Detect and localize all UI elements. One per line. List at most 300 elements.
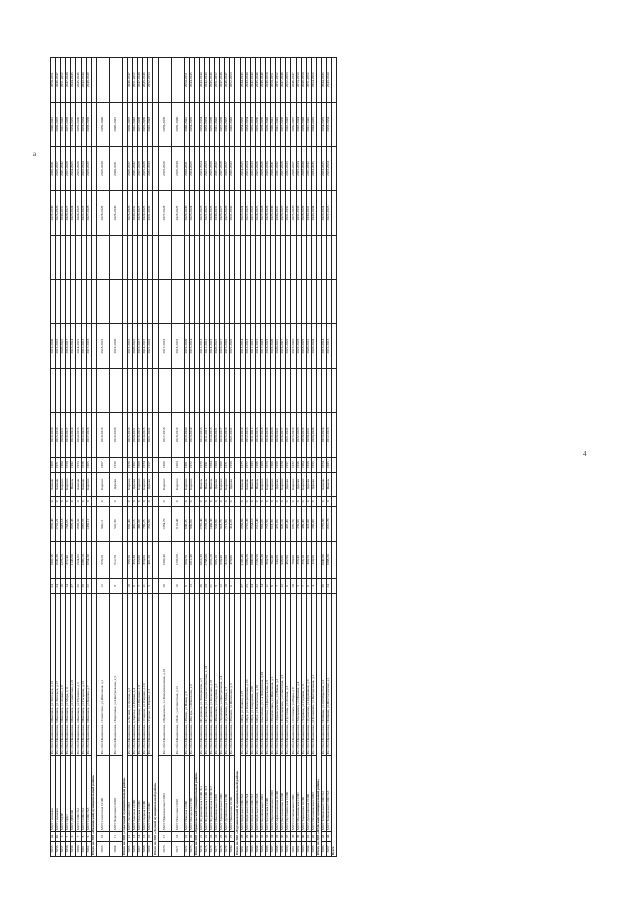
table-cell: 407,40 xyxy=(286,507,291,542)
table-cell: 2022-2023 xyxy=(327,191,332,235)
table-cell: 2013-2014 xyxy=(71,324,76,368)
table-cell: 0 xyxy=(327,496,332,507)
table-cell: 0 xyxy=(245,496,250,507)
table-body xyxy=(51,58,337,857)
table-cell: Рос.Обл.Ивановская, с.Советское, ул.Школьная, д.1 xyxy=(96,593,109,755)
table-cell: МОУ Шуйская СОШ №2 xyxy=(240,756,245,832)
table-cell xyxy=(332,472,337,496)
table-cell: 2031-2032 xyxy=(306,146,311,190)
table-cell: 1256,90 xyxy=(171,541,184,578)
table-cell: 2021-2022 xyxy=(286,413,291,457)
table-cell: 0 xyxy=(138,496,143,507)
table-cell: Рос.Обл.Ивановская, г.Фурманов, ул.Колосова, д.22 xyxy=(209,593,214,755)
table-cell: 13 xyxy=(133,832,138,842)
table-cell: 1982 xyxy=(71,457,76,472)
table-cell: Рос.Обл.Ивановская, г.Шуя, ул.Ленина, д.27 xyxy=(240,593,245,755)
table-cell: 5073 xyxy=(189,841,194,856)
table-cell: 0 xyxy=(322,496,327,507)
table-cell: Дерево xyxy=(276,472,281,496)
table-cell: 612,70 xyxy=(109,541,122,578)
table-cell: 930,40 xyxy=(220,541,225,578)
table-cell: 2034-2035 xyxy=(322,102,327,146)
table-cell: 1968 xyxy=(260,457,265,472)
table-cell: Кирпич xyxy=(96,472,109,496)
table-cell: 29 xyxy=(245,832,250,842)
table-cell: 2019-2020 xyxy=(109,324,122,368)
table-cell: 2024-2025 xyxy=(71,146,76,190)
table-cell: 0 xyxy=(204,496,209,507)
table-row xyxy=(171,58,184,857)
table-cell: 1512,40 xyxy=(255,507,260,542)
table-cell: МОУ Шуйская СОШ №4 xyxy=(245,756,250,832)
table-cell: 2021-2022 xyxy=(148,324,153,368)
table-cell: Рос.Обл.Ивановская, с.Новое, ул.Новая, д.6 xyxy=(184,593,189,755)
table-cell: 475,60 xyxy=(276,507,281,542)
table-cell: 2020-2021 xyxy=(61,413,66,457)
table-cell: 1968 xyxy=(138,457,143,472)
table-cell: 7 xyxy=(76,832,81,842)
table-cell: 1964 xyxy=(301,457,306,472)
table-cell: 352,80 xyxy=(148,507,153,542)
table-cell: 2020-2021 xyxy=(215,413,220,457)
table-cell: 2051-2052 xyxy=(306,58,311,103)
table-cell: 0 xyxy=(220,496,225,507)
table-cell: 5070 xyxy=(158,841,171,856)
table-cell: 5072 xyxy=(184,841,189,856)
table-cell: Каменн xyxy=(76,472,81,496)
table-cell: Рос.Обл.Ивановская, г.Ивановск, ул.Ленина, д.9 xyxy=(61,593,66,755)
table-cell: 5069 xyxy=(148,841,153,856)
table-cell: 2046-2047 xyxy=(225,58,230,103)
table-cell: 2023-2024 xyxy=(311,324,316,368)
table-cell: 2014-2015 xyxy=(255,413,260,457)
table-cell: 2035-2036 xyxy=(255,102,260,146)
table-cell: 0 xyxy=(266,496,271,507)
table-cell: Рос.Обл.Ивановская, с.Озерное, ул.Озерная, д.10 xyxy=(143,593,148,755)
total-row xyxy=(332,58,337,857)
table-cell: МОУ гимназия xyxy=(56,756,61,832)
table-cell: 2021-2022 xyxy=(230,324,235,368)
table-cell: 2032-2033 xyxy=(148,146,153,190)
table-cell: 1850,60 xyxy=(240,507,245,542)
table-cell: 0 xyxy=(215,496,220,507)
table-cell: 1961 xyxy=(184,457,189,472)
table-cell: 2037-2038 xyxy=(220,102,225,146)
table-cell: 2015-2016 xyxy=(56,413,61,457)
table-cell: 2030-2031 xyxy=(184,146,189,190)
table-cell: 2044-2045 xyxy=(71,58,76,103)
table-cell: Кирпич xyxy=(189,472,194,496)
table-cell: МОУ Тейковская СОШ №3 xyxy=(327,756,332,832)
table-cell: Кирпич xyxy=(61,472,66,496)
table-cell: 19 xyxy=(61,578,66,593)
table-cell: 2045-2046 xyxy=(209,58,214,103)
table-cell: 2048-2049 xyxy=(86,58,91,103)
table-cell xyxy=(332,368,337,412)
table-cell: 5 xyxy=(148,578,153,593)
table-cell: Рос.Обл.Ивановская, г.Ивановск, ул.Советская, д.21 xyxy=(71,593,76,755)
table-cell: 9 xyxy=(184,578,189,593)
table-cell: МОУ Шуйская СОШ №7 xyxy=(250,756,255,832)
table-cell: 0 xyxy=(209,496,214,507)
table-cell: МОУ Афанасьевская ООШ xyxy=(276,756,281,832)
table-cell: МОУ Милюковская ООШ xyxy=(296,756,301,832)
table-cell: 1967 xyxy=(96,457,109,472)
table-cell: 4а xyxy=(51,832,56,842)
table-cell: Рос.Обл.Ивановская, с.Китово, ул.Центральная, д.8 xyxy=(266,593,271,755)
table-cell: 2043-2044 xyxy=(81,58,86,103)
table-cell: 533,90 xyxy=(215,507,220,542)
table-cell: 0 xyxy=(286,496,291,507)
table-cell: 1960 xyxy=(61,457,66,472)
table-cell: 2030-2031 xyxy=(133,191,138,235)
table-cell: 2037-2038 xyxy=(138,102,143,146)
table-cell xyxy=(158,235,171,279)
table-cell: 2044-2045 xyxy=(311,102,316,146)
table-cell: 1722,30 xyxy=(245,507,250,542)
table-cell: Рос.Обл.Ивановская, г.Фурманов, ул.Тимирязева, д.5 xyxy=(199,593,204,755)
table-cell: 1957 xyxy=(148,457,153,472)
table-cell xyxy=(332,146,337,190)
table-cell: 5084 xyxy=(255,841,260,856)
table-cell: 2019-2020 xyxy=(51,324,56,368)
table-cell: 5071 xyxy=(171,841,184,856)
table-cell: 5066 xyxy=(133,841,138,856)
table-cell xyxy=(332,578,337,593)
table-cell: 1095,30 xyxy=(260,541,265,578)
table-cell: 5083 xyxy=(250,841,255,856)
table-cell: 0 xyxy=(276,496,281,507)
table-cell: 2014-2015 xyxy=(255,324,260,368)
table-cell: 2039-2040 xyxy=(266,102,271,146)
table-cell xyxy=(96,368,109,412)
table-cell xyxy=(109,368,122,412)
table-cell: 2027-2028 xyxy=(138,146,143,190)
table-cell: 890,60 xyxy=(189,507,194,542)
table-cell: 0 xyxy=(61,496,66,507)
table-cell: 842,11 xyxy=(96,507,109,542)
table-cell: 2042-2043 xyxy=(148,102,153,146)
table-cell: 2025-2026 xyxy=(209,146,214,190)
table-cell: 28 xyxy=(240,832,245,842)
table-cell: 2021-2022 xyxy=(250,191,255,235)
table-cell: 11 xyxy=(143,578,148,593)
table-cell xyxy=(109,235,122,279)
table-cell: 2013-2014 xyxy=(322,413,327,457)
table-cell: 2020-2021 xyxy=(133,324,138,368)
table-cell: 7 xyxy=(138,578,143,593)
table-cell: 2013-2014 xyxy=(189,413,194,457)
table-cell: Итого по МО «Ивановский муниципальный район» xyxy=(91,593,96,856)
table-cell: 1450,12 xyxy=(86,507,91,542)
table-cell: 0 xyxy=(240,496,245,507)
table-cell: 2048-2049 xyxy=(260,58,265,103)
table-cell: Рос.Обл.Ивановская, с.Милюково, ул.Полевая, д.4 xyxy=(296,593,301,755)
table-cell: Панель xyxy=(255,472,260,496)
table-cell: 2015-2016 xyxy=(225,413,230,457)
table-cell: 2054-2055 xyxy=(311,58,316,103)
table-cell: 769,25 xyxy=(143,507,148,542)
table-cell: 1970 xyxy=(127,457,132,472)
table-cell: Рос.Обл.Ивановская, с.Горное, ул.Горная, д.3 xyxy=(148,593,153,755)
table-cell: 5085 xyxy=(260,841,265,856)
table-cell: 414,20 xyxy=(230,507,235,542)
table-cell: 2034-2035 xyxy=(240,102,245,146)
table-cell: Дерево xyxy=(215,472,220,496)
table-cell: Рос.Обл.Ивановская, с.Ингарь, ул.Школьная, д.9 xyxy=(189,593,194,755)
table-cell: 2028-2029 xyxy=(86,146,91,190)
table-cell: 540,20 xyxy=(276,541,281,578)
table-cell: 2021-2022 xyxy=(286,324,291,368)
table-cell: 2045-2046 xyxy=(255,58,260,103)
table-cell: 2026-2027 xyxy=(56,146,61,190)
table-cell: 5062 xyxy=(86,841,91,856)
table-cell: 2014-2015 xyxy=(143,413,148,457)
table-cell xyxy=(332,280,337,324)
table-cell: 22 xyxy=(255,578,260,593)
table-cell: 812,60 xyxy=(225,541,230,578)
table-cell xyxy=(171,58,184,103)
table-cell: 10 xyxy=(127,578,132,593)
table-cell: 2041-2042 xyxy=(133,102,138,146)
table-cell: 790,60 xyxy=(291,541,296,578)
table-cell: 1985 xyxy=(327,457,332,472)
table-cell: 0 xyxy=(271,496,276,507)
table-cell: 0 xyxy=(311,496,316,507)
table-cell: 2049-2050 xyxy=(301,58,306,103)
table-cell: 10 xyxy=(291,578,296,593)
table-cell: 350,60 xyxy=(296,507,301,542)
table-cell: 2027-2028 xyxy=(260,191,265,235)
table-cell: 5065 xyxy=(127,841,132,856)
table-cell: 2026-2027 xyxy=(220,191,225,235)
table-cell: 1960,20 xyxy=(245,541,250,578)
table-cell: 1986 xyxy=(255,457,260,472)
table-cell: 0 xyxy=(127,496,132,507)
table-cell: 1971 xyxy=(56,457,61,472)
table-cell: 1957 xyxy=(286,457,291,472)
table-cell: Кирпич xyxy=(127,472,132,496)
table-cell: 1892,56 xyxy=(51,541,56,578)
table-cell: 1460,30 xyxy=(209,507,214,542)
table-cell: 15 xyxy=(143,832,148,842)
table-cell: Рос.Обл.Ивановская, с.Перемилово, ул.Школьная, д.1 xyxy=(271,593,276,755)
table-cell: 2018-2019 xyxy=(301,324,306,368)
table-cell: 2015-2016 xyxy=(56,324,61,368)
table-cell: 2016-2017 xyxy=(220,413,225,457)
table-cell: МОУ Озерная СОШ xyxy=(143,756,148,832)
table-cell: 2011-2012 xyxy=(204,324,209,368)
table-cell: 2032-2033 xyxy=(204,102,209,146)
table-cell: 2015-2016 xyxy=(291,413,296,457)
table-cell: Кирпич xyxy=(291,472,296,496)
table-cell: 455,30 xyxy=(133,541,138,578)
table-cell: 26 xyxy=(225,832,230,842)
table-cell: 25 xyxy=(220,832,225,842)
table-cell: 695,70 xyxy=(291,507,296,542)
table-cell: 2022-2023 xyxy=(296,413,301,457)
table-cell: 35 xyxy=(276,832,281,842)
table-cell: 2019-2020 xyxy=(109,413,122,457)
table-cell: 1958 xyxy=(306,457,311,472)
table-cell: 818,70 xyxy=(220,507,225,542)
table-cell: 2019-2020 xyxy=(184,324,189,368)
table-cell: 0 xyxy=(76,496,81,507)
table-cell: 2028-2029 xyxy=(301,191,306,235)
table-cell: Кирпич xyxy=(271,472,276,496)
table-cell: 1969 xyxy=(220,457,225,472)
table-cell: 5082 xyxy=(245,841,250,856)
table-cell: 2020-2021 xyxy=(61,324,66,368)
table-cell: 2019-2020 xyxy=(51,413,56,457)
table-cell: 2016-2017 xyxy=(281,324,286,368)
table-cell: 5060 xyxy=(76,841,81,856)
table-cell: 5097 xyxy=(327,841,332,856)
table-cell: Итого по МО «Советский муниципальный район» xyxy=(122,593,127,856)
table-cell: Итого по МО «Шуйский муниципальный район» xyxy=(316,593,321,856)
table-cell: 2029-2030 xyxy=(51,191,56,235)
table-cell: 2030-2031 xyxy=(271,146,276,190)
table-cell: 2013-2014 xyxy=(71,413,76,457)
table-cell: 523,80 xyxy=(138,541,143,578)
table-cell: 6 xyxy=(230,578,235,593)
page-mark-right: 4 xyxy=(583,450,587,458)
table-cell: 605,10 xyxy=(215,541,220,578)
table-cell: 2019-2020 xyxy=(271,324,276,368)
table-cell: 0 xyxy=(260,496,265,507)
table-cell: МОУ ГЦЭР xyxy=(61,756,66,832)
table-cell: 2031-2032 xyxy=(286,191,291,235)
table-cell: 2036-2037 xyxy=(291,102,296,146)
table-cell: 320,50 xyxy=(311,541,316,578)
table-cell: 2024-2025 xyxy=(209,191,214,235)
table-cell: 24 xyxy=(215,832,220,842)
table-cell: 541,30 xyxy=(109,507,122,542)
table-cell: 5068 xyxy=(143,841,148,856)
table-cell: МОУ Харинская ООШ xyxy=(301,756,306,832)
table-cell: 16 xyxy=(171,578,184,593)
table-cell: 2023-2024 xyxy=(322,191,327,235)
table-cell: МОУ Заречная ООШ xyxy=(133,756,138,832)
table-cell: 2040-2041 xyxy=(109,102,122,146)
table-cell: 2031-2032 xyxy=(276,146,281,190)
table-cell: 5067 xyxy=(138,841,143,856)
table-cell: 2028-2029 xyxy=(171,191,184,235)
table-cell: 1012,40 xyxy=(189,541,194,578)
table-cell: 2017-2018 xyxy=(158,324,171,368)
table-cell: 5056 xyxy=(56,841,61,856)
table-cell: Рос.Обл.Ивановская, г.Ивановск, ул.Энгельса, д.15 xyxy=(51,593,56,755)
table-cell: 2017-2018 xyxy=(86,413,91,457)
table-cell: 17 xyxy=(158,832,171,842)
table-cell: Дерево xyxy=(230,472,235,496)
table-cell xyxy=(171,235,184,279)
table-cell: 2011-2012 xyxy=(250,324,255,368)
table-cell: 2021-2022 xyxy=(148,413,153,457)
table-cell: 1973 xyxy=(76,457,81,472)
table-cell: 2043-2044 xyxy=(199,58,204,103)
table-cell: 2025-2026 xyxy=(127,191,132,235)
table-cell xyxy=(96,280,109,324)
table-cell: 2027-2028 xyxy=(86,191,91,235)
table-cell: 5086 xyxy=(266,841,271,856)
objects-table xyxy=(50,57,337,857)
table-cell: 2050-2051 xyxy=(184,58,189,103)
table-cell: 9 xyxy=(271,578,276,593)
table-cell: Рос.Обл.Ивановская, с.Дуляпино, ул.Мира, д.7 xyxy=(225,593,230,755)
table-cell: 2037-2038 xyxy=(66,102,71,146)
table-cell: 5 xyxy=(296,578,301,593)
table-cell: 2049-2050 xyxy=(266,58,271,103)
table-cell: 2023-2024 xyxy=(245,146,250,190)
table-cell: Каменн xyxy=(51,472,56,496)
table-cell: Каменн xyxy=(245,472,250,496)
table-cell: Каменн xyxy=(81,472,86,496)
table-cell: МОУ СОШ №3 xyxy=(86,756,91,832)
table-cell: 0 xyxy=(291,496,296,507)
table-cell: 2023-2024 xyxy=(311,413,316,457)
table-cell: 24 xyxy=(51,578,56,593)
table-cell xyxy=(158,368,171,412)
table-cell: 2043-2044 xyxy=(296,102,301,146)
table-cell: 466,90 xyxy=(138,507,143,542)
table-cell: Кирпич xyxy=(220,472,225,496)
table-row xyxy=(109,58,122,857)
table-cell: 2015-2016 xyxy=(127,324,132,368)
table-cell: 0 xyxy=(250,496,255,507)
table-cell: МОУ Дуниловская ООШ xyxy=(306,756,311,832)
table-cell: 2014-2015 xyxy=(143,324,148,368)
table-cell: 1720,50 xyxy=(255,541,260,578)
table-cell: Рос.Обл.Ивановская, с.Харинка, ул.Садовая, д.11 xyxy=(301,593,306,755)
table-cell: 11 xyxy=(109,832,122,842)
table-cell: 2023-2024 xyxy=(189,191,194,235)
table-cell: 0 xyxy=(199,496,204,507)
table-cell: 1987,55 xyxy=(81,507,86,542)
table-cell: 1765,40 xyxy=(199,507,204,542)
table-cell: 5064 xyxy=(109,841,122,856)
table-cell: 2030-2031 xyxy=(61,191,66,235)
table-cell: 1965 xyxy=(86,457,91,472)
table-cell: 2044-2045 xyxy=(322,58,327,103)
table-cell: 0 xyxy=(296,496,301,507)
table-cell: 872,40 xyxy=(66,541,71,578)
table-cell xyxy=(332,191,337,235)
table-cell: Кирпич xyxy=(86,472,91,496)
table-cell: 2029-2030 xyxy=(301,146,306,190)
table-cell: 27 xyxy=(230,832,235,842)
table-cell: 757,50 xyxy=(266,507,271,542)
table-cell: 2018-2019 xyxy=(301,413,306,457)
table-cell: 2052-2053 xyxy=(230,58,235,103)
table-cell: 34 xyxy=(271,832,276,842)
table-cell: Рос.Обл.Ивановская, с.Хромцово, ул.Центральная, д.4 xyxy=(220,593,225,755)
table-cell: 33 xyxy=(266,832,271,842)
table-cell: 0 xyxy=(143,496,148,507)
table-cell: Рос.Обл.Ивановская, г.Приволжск, ул.Революционная, д.18 xyxy=(158,593,171,755)
table-cell: 2051-2052 xyxy=(61,58,66,103)
table-cell: 1276,20 xyxy=(61,541,66,578)
table-cell: 5077 xyxy=(215,841,220,856)
table-cell: 20 xyxy=(189,832,194,842)
table-cell: 2023-2024 xyxy=(327,146,332,190)
table-cell: 21 xyxy=(209,578,214,593)
table-cell: 2016-2017 xyxy=(281,413,286,457)
table-cell: Рос.Обл.Ивановская, г.Шуя, ул.Вокзальная, д.16 xyxy=(255,593,260,755)
table-cell: 40 xyxy=(301,832,306,842)
table-cell: 2051-2052 xyxy=(215,58,220,103)
table-cell: 26 xyxy=(322,578,327,593)
